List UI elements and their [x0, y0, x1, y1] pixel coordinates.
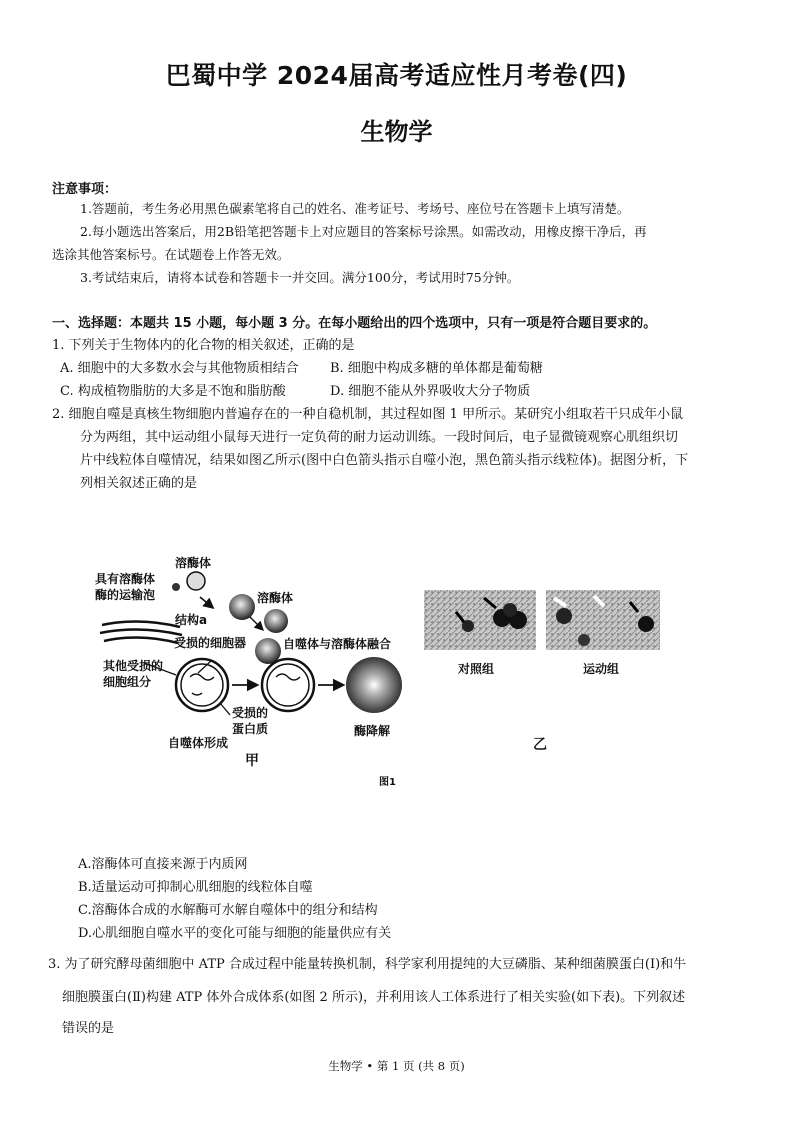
q2-stem-line: 2. 细胞自噬是真核生物细胞内普遍存在的一种自稳机制，其过程如图 1 甲所示。某研究小组取若干只成年小鼠: [52, 407, 684, 422]
q3-stem-line: 细胞膜蛋白(Ⅱ)构建 ATP 体外合成体系(如图 2 所示)，并利用该人工体系进行了相关实验(如下表)。下列叙述: [62, 990, 686, 1005]
q2-stem-line: 列相关叙述正确的是: [80, 476, 198, 491]
transport-vesicle: [172, 583, 180, 591]
q1-option-c: C. 构成植物脂肪的大多是不饱和脂肪酸: [60, 384, 286, 399]
figure-caption: 图1: [379, 777, 396, 788]
label-structure-a: 结构a: [175, 613, 208, 627]
q2-option-c: C.溶酶体合成的水解酶可水解自噬体中的组分和结构: [78, 903, 378, 918]
label-autophagosome-formation: 自噬体形成: [168, 736, 229, 750]
q1-option-a: A. 细胞中的大多数水会与其他物质相结合: [60, 361, 299, 376]
q2-stem-line: 片中线粒体自噬情况，结果如图乙所示(图中白色箭头指示自噬小泡，黑色箭头指示线粒体)。据图分析，下: [80, 453, 689, 468]
section-heading: 一、选择题：本题共 15 小题，每小题 3 分。在每小题给出的四个选项中，只有一项是符合题目要求的。: [52, 316, 657, 331]
q1-option-b: B. 细胞中构成多糖的单体都是葡萄糖: [330, 361, 543, 376]
subject-title: 生物学: [360, 118, 433, 146]
q2-option-b: B.适量运动可抑制心肌细胞的线粒体自噬: [78, 880, 313, 895]
label-yi: 乙: [533, 737, 547, 753]
label-control: 对照组: [458, 662, 495, 676]
lysosome-top: [187, 572, 205, 590]
q3-stem-line: 错误的是: [62, 1021, 115, 1036]
q3-stem-line: 3. 为了研究酵母菌细胞中 ATP 合成过程中能量转换机制，科学家利用提纯的大豆磷脂、某种细菌膜蛋白(Ⅰ)和牛: [48, 957, 687, 972]
note-item: 3.考试结束后，请将本试卷和答题卡一并交回。满分100分，考试用时75分钟。: [80, 270, 520, 285]
lysosome-sphere: [229, 594, 255, 620]
label-other-components: 其他受损的: [103, 659, 164, 673]
q2-option-a: A.溶酶体可直接来源于内质网: [78, 857, 248, 872]
lysosome-sphere: [264, 609, 288, 633]
figure-yi-micrographs: [424, 590, 662, 652]
label-fusion: 自噬体与溶酶体融合: [283, 637, 392, 651]
label-lysosome-top: 溶酶体: [175, 556, 212, 570]
degradation-sphere: [346, 657, 402, 713]
label-damaged-organelle: 受损的细胞器: [174, 636, 247, 650]
golgi-apparatus: [100, 621, 182, 643]
label-enzyme-degradation: 酶降解: [354, 724, 391, 738]
label-damaged-protein-2: 蛋白质: [232, 722, 269, 736]
label-vesicle: 具有溶酶体: [95, 572, 156, 586]
exam-title: 巴蜀中学 2024届高考适应性月考卷(四): [165, 61, 628, 90]
label-vesicle-2: 酶的运输泡: [95, 588, 156, 602]
label-lysosome-mid: 溶酶体: [257, 591, 294, 605]
autolysosome: [262, 659, 314, 711]
label-other-components-2: 细胞组分: [103, 675, 152, 689]
q2-option-d: D.心肌细胞自噬水平的变化可能与细胞的能量供应有关: [78, 926, 392, 941]
note-item: 选涂其他答案标号。在试题卷上作答无效。: [52, 247, 290, 262]
page-footer: 生物学 • 第 1 页 (共 8 页): [328, 1059, 465, 1073]
q1-stem: 1. 下列关于生物体内的化合物的相关叙述，正确的是: [52, 338, 355, 353]
note-item: 1.答题前，考生务必用黑色碳素笔将自己的姓名、准考证号、考场号、座位号在答题卡上填写清楚。: [80, 201, 630, 216]
note-item: 2.每小题选出答案后，用2B铅笔把答题卡上对应题目的答案标号涂黑。如需改动，用橡皮擦干净后，再: [80, 224, 647, 239]
label-exercise: 运动组: [583, 662, 620, 676]
q1-option-d: D. 细胞不能从外界吸收大分子物质: [330, 384, 531, 399]
label-damaged-protein: 受损的: [232, 706, 269, 720]
q2-stem-line: 分为两组，其中运动组小鼠每天进行一定负荷的耐力运动训练。一段时间后，电子显微镜观察心肌组织切: [80, 430, 679, 445]
notes-heading: 注意事项：: [52, 182, 118, 197]
label-jia: 甲: [245, 753, 259, 769]
